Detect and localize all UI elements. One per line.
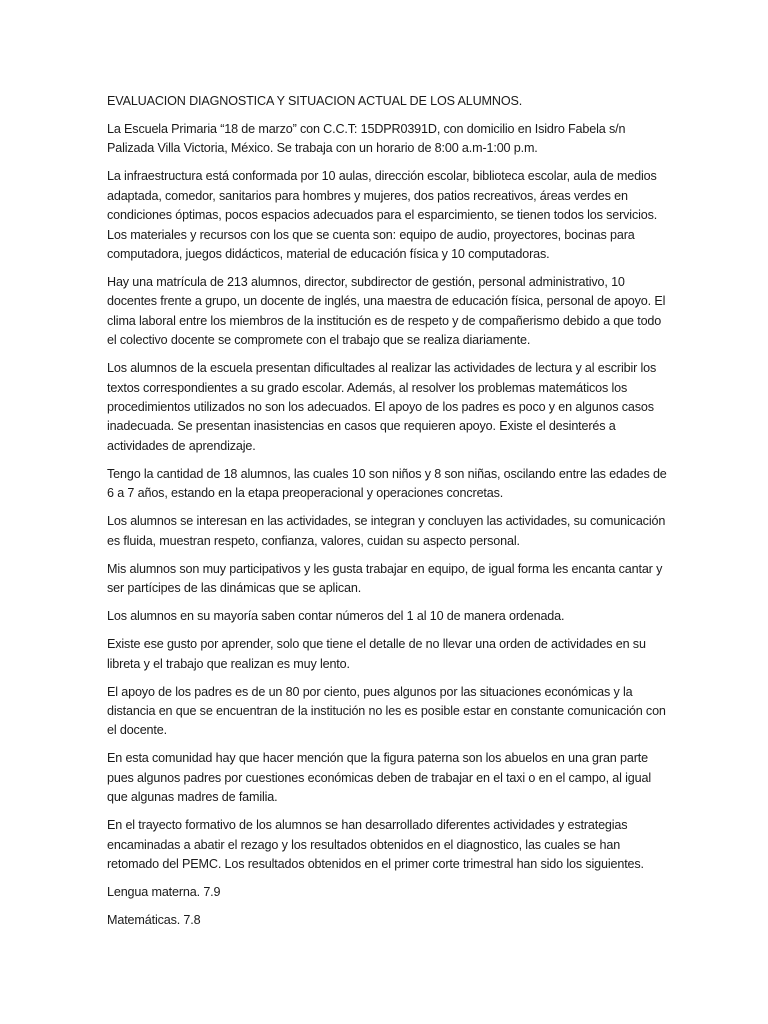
paragraph-formative-path: En el trayecto formativo de los alumnos se han desarrollado diferentes actividades y estrategias encaminadas a abatir el rezago y los resultados obtenidos en el diagnostico, las cuales se han retomado del PEMC. Los resultados obtenidos en el primer corte trimestral han sido los siguientes. — [107, 818, 644, 871]
paragraph-community: En esta comunidad hay que hacer mención que la figura paterna son los abuelos en una gran parte pues algunos padres por cuestiones económicas deben de trabajar en el taxi o en el campo, al igual que algunas madres de familia. — [107, 751, 651, 805]
result-matematicas: Matemáticas. 7.8 — [107, 912, 201, 927]
paragraph-difficulties: Los alumnos de la escuela presentan dificultades al realizar las actividades de lectura y al escribir los textos correspondientes a su grado escolar. Además, al resolver los problemas matemáticos los procedimientos utilizados no son los adecuados. El apoyo de los padres es poco y en algunos casos inadecuada. Se presentan inasistencias en casos que requieren apoyo. Existe el desinterés a actividades de aprendizaje. — [107, 361, 657, 453]
paragraph-infrastructure: La infraestructura está conformada por 10 aulas, dirección escolar, biblioteca escolar, aula de medios adaptada, comedor, sanitarios para hombres y mujeres, dos patios recreativos, áreas verdes en condiciones óptimas, pocos espacios adecuados para el esparcimiento, se tienen todos los servicios. Los materiales y recursos con los que se cuenta son: equipo de audio, proyectores, bocinas para computadora, juegos didácticos, material de educación física y 10 computadoras. — [107, 169, 658, 262]
paragraph-enrollment: Hay una matrícula de 213 alumnos, director, subdirector de gestión, personal administrativo, 10 docentes frente a grupo, un docente de inglés, una maestra de educación física, personal de apoyo. El clima laboral entre los miembros de la institución es de respeto y de compañerismo debido a que todo el colectivo docente se compromete con el trabajo que se realiza diariamente. — [107, 275, 666, 348]
document-body — [107, 92, 672, 939]
result-lengua-materna: Lengua materna. 7.9 — [107, 884, 221, 899]
document-title: EVALUACION DIAGNOSTICA Y SITUACION ACTUAL DE LOS ALUMNOS. — [107, 94, 523, 108]
paragraph-learning: Existe ese gusto por aprender, solo que tiene el detalle de no llevar una orden de actividades en su libreta y el trabajo que realizan es muy lento. — [107, 637, 646, 671]
paragraph-parent-support: El apoyo de los padres es de un 80 por ciento, pues algunos por las situaciones económicas y la distancia en que se encuentran de la institución no les es posible estar en constante comunicación con el docente. — [107, 684, 666, 738]
paragraph-interest: Los alumnos se interesan en las actividades, se integran y concluyen las actividades, su comunicación es fluida, muestran respeto, confianza, valores, cuidan su aspecto personal. — [107, 514, 666, 548]
paragraph-group-size: Tengo la cantidad de 18 alumnos, las cuales 10 son niños y 8 son niñas, oscilando entre las edades de 6 a 7 años, estando en la etapa preoperacional y operaciones concretas. — [107, 466, 667, 501]
paragraph-school-info: La Escuela Primaria “18 de marzo” con C.C.T: 15DPR0391D, con domicilio en Isidro Fabela s/n Palizada Villa Victoria, México. Se trabaja con un horario de 8:00 a.m-1:00 p.m. — [107, 122, 626, 156]
paragraph-participation: Mis alumnos son muy participativos y les gusta trabajar en equipo, de igual forma les encanta cantar y ser partícipes de las dinámicas que se aplican. — [107, 561, 663, 596]
paragraph-counting: Los alumnos en su mayoría saben contar números del 1 al 10 de manera ordenada. — [107, 609, 565, 624]
